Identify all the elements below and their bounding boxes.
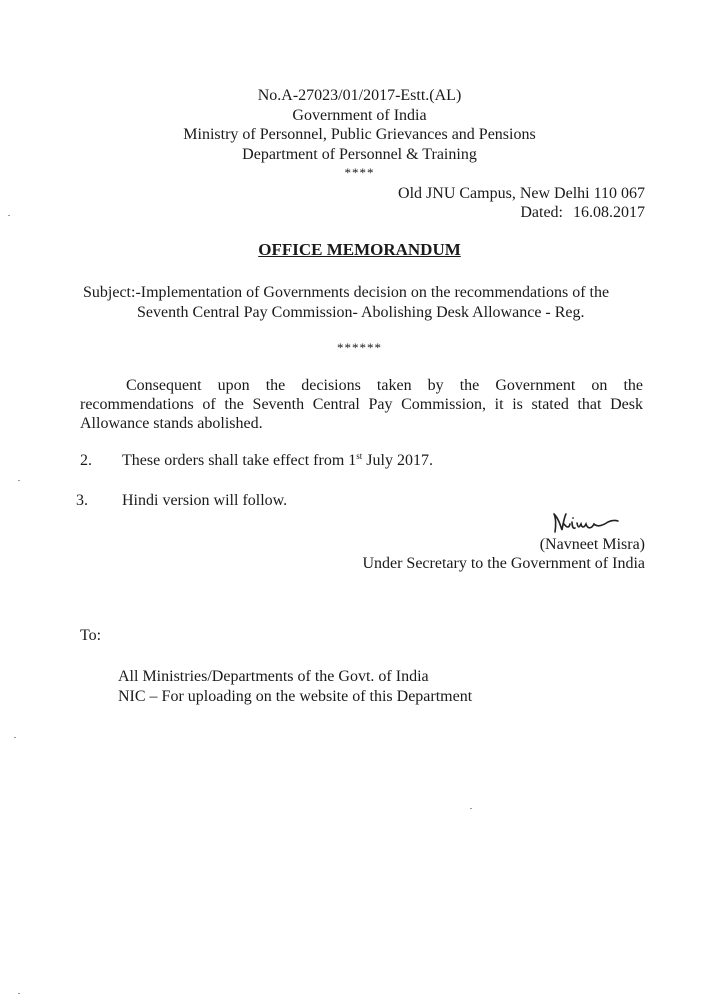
file-number: No.A-27023/01/2017-Estt.(AL): [257, 87, 462, 104]
item-3-number: 3.: [76, 492, 88, 509]
paragraph-1-line-1: Consequent upon the decisions taken by the Government on the: [126, 377, 643, 394]
item-2-superscript: st: [356, 451, 363, 461]
scan-speck: [8, 215, 10, 216]
paragraph-1-line-3: Allowance stands abolished.: [80, 415, 263, 432]
scan-speck: [14, 737, 16, 738]
item-2-number: 2.: [80, 452, 92, 469]
signatory-designation: Under Secretary to the Government of India: [362, 555, 645, 572]
item-3-text: Hindi version will follow.: [122, 492, 288, 509]
recipient-2: NIC – For uploading on the website of this Department: [118, 688, 473, 705]
item-2-text: [122, 452, 433, 470]
date-label: Dated:: [520, 204, 563, 221]
item-2-text-end: July 2017.: [362, 452, 433, 469]
paragraph-1-line-2: recommendations of the Seventh Central Pay Commission, it is stated that Desk: [80, 396, 643, 413]
scan-speck: [18, 993, 20, 994]
scan-speck: [470, 808, 472, 809]
government-line: Government of India: [292, 107, 427, 124]
date-value: 16.08.2017: [573, 204, 645, 221]
subject-block: [83, 283, 643, 323]
to-label: To:: [80, 627, 102, 644]
ministry-line: Ministry of Personnel, Public Grievances and Pensions: [183, 126, 536, 143]
recipient-1: All Ministries/Departments of the Govt. of India: [118, 668, 429, 685]
signature-image: [550, 508, 620, 538]
item-2-text-main: These orders shall take effect from 1: [122, 452, 357, 469]
date-line: [520, 204, 645, 222]
memo-title: OFFICE MEMORANDUM: [258, 240, 461, 259]
signatory-name: (Navneet Misra): [539, 536, 645, 553]
scan-speck: [18, 480, 20, 481]
office-address: Old JNU Campus, New Delhi 110 067: [398, 185, 645, 202]
section-separator: ******: [337, 340, 382, 355]
subject-line-2: Seventh Central Pay Commission- Abolishing Desk Allowance - Reg.: [137, 304, 585, 321]
subject-line-1: Subject:-Implementation of Governments decision on the recommendations of the: [83, 284, 610, 301]
paragraph-1: [80, 376, 643, 433]
department-line: Department of Personnel & Training: [242, 146, 477, 163]
header-separator: ****: [344, 165, 375, 180]
